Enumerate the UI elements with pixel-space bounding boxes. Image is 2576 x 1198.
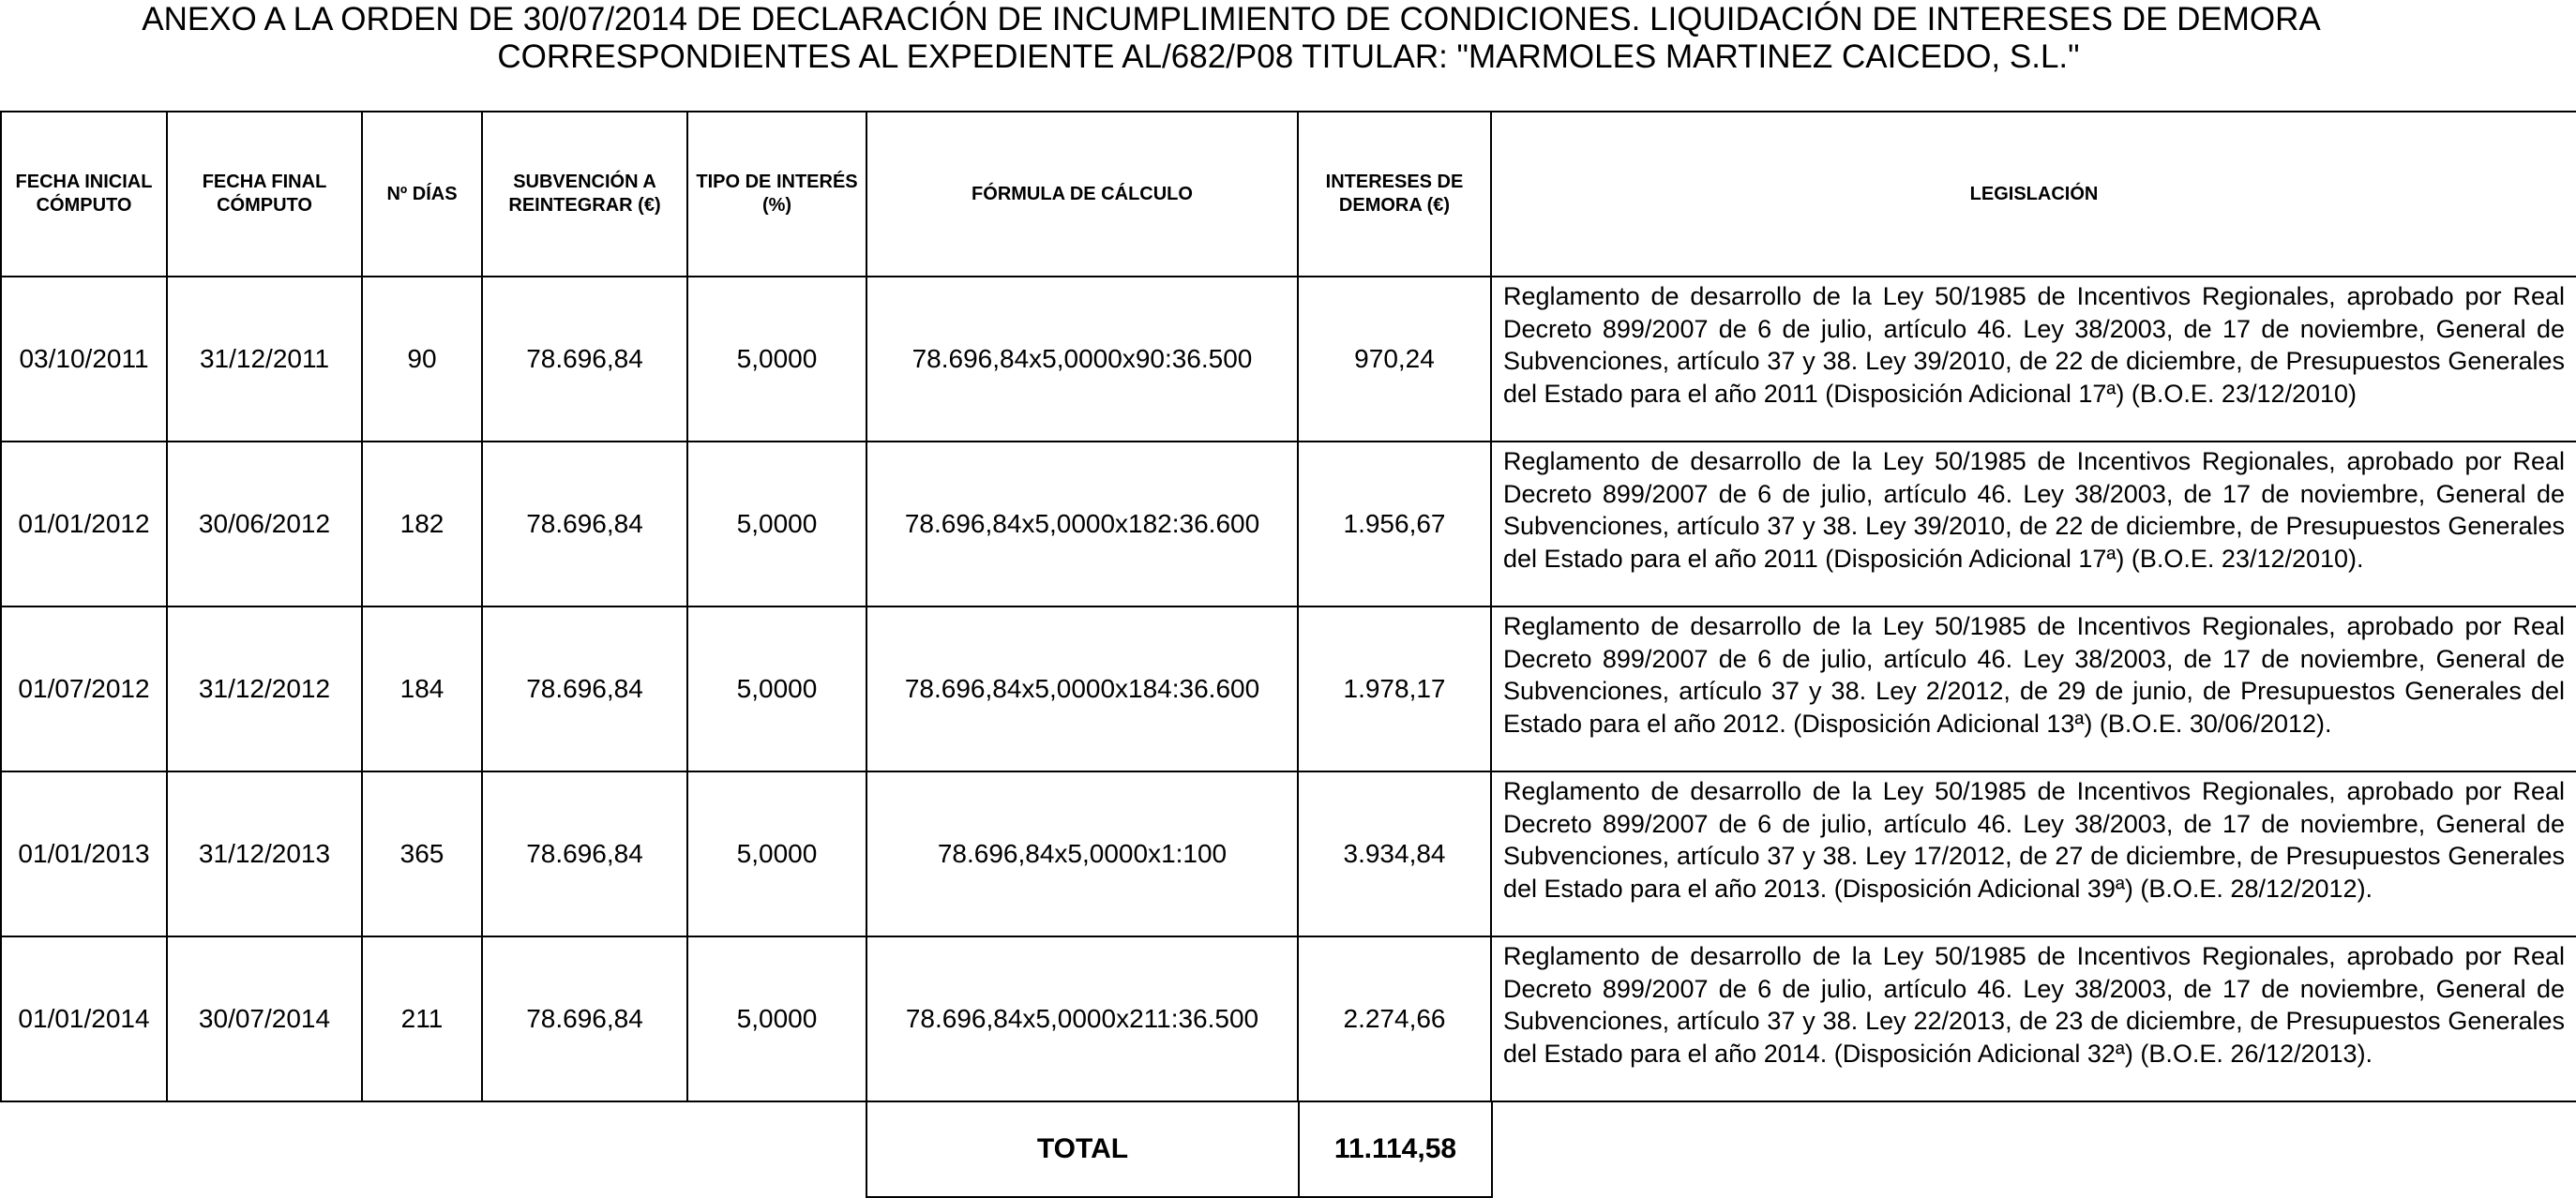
total-label: TOTAL	[866, 1102, 1299, 1197]
cell-tipo-interes: 5,0000	[687, 771, 866, 936]
cell-legislacion: Reglamento de desarrollo de la Ley 50/1985 de Incentivos Regionales, aprobado por Real Decreto 899/2007 de 6 de julio, artículo 46. Ley 38/2003, de 17 de noviembre, General de Subvenciones, artículo 37 y 38. Ley 2/2012, de 29 de junio, de Presupuestos Generales del Estado para el año 2012. (Disposición Adicional 13ª) (B.O.E. 30/06/2012).	[1491, 606, 2576, 771]
cell-dias: 90	[362, 277, 482, 442]
cell-formula: 78.696,84x5,0000x1:100	[866, 771, 1298, 936]
total-table	[866, 1102, 1493, 1198]
cell-intereses: 2.274,66	[1298, 936, 1491, 1101]
cell-formula: 78.696,84x5,0000x90:36.500	[866, 277, 1298, 442]
cell-fecha-final: 31/12/2012	[167, 606, 362, 771]
cell-dias: 365	[362, 771, 482, 936]
title-line-2: CORRESPONDIENTES AL EXPEDIENTE AL/682/P08 TITULAR: "MARMOLES MARTINEZ CAICEDO, S.L."	[497, 38, 2080, 75]
cell-fecha-final: 31/12/2013	[167, 771, 362, 936]
cell-fecha-inicial: 01/01/2014	[1, 936, 167, 1101]
total-row	[866, 1102, 1492, 1197]
cell-subvencion: 78.696,84	[482, 442, 687, 606]
header-dias: Nº DÍAS	[362, 112, 482, 277]
cell-legislacion: Reglamento de desarrollo de la Ley 50/1985 de Incentivos Regionales, aprobado por Real Decreto 899/2007 de 6 de julio, artículo 46. Ley 38/2003, de 17 de noviembre, General de Subvenciones, artículo 37 y 38. Ley 39/2010, de 22 de diciembre, de Presupuestos Generales del Estado para el año 2011 (Disposición Adicional 17ª) (B.O.E. 23/12/2010)	[1491, 277, 2576, 442]
header-fecha-inicial: FECHA INICIAL CÓMPUTO	[1, 112, 167, 277]
table-header-row	[1, 112, 2576, 277]
header-intereses: INTERESES DE DEMORA (€)	[1298, 112, 1491, 277]
cell-tipo-interes: 5,0000	[687, 277, 866, 442]
cell-fecha-inicial: 01/01/2012	[1, 442, 167, 606]
header-formula: FÓRMULA DE CÁLCULO	[866, 112, 1298, 277]
cell-intereses: 1.956,67	[1298, 442, 1491, 606]
table-row	[1, 606, 2576, 771]
cell-tipo-interes: 5,0000	[687, 442, 866, 606]
header-subvencion: SUBVENCIÓN A REINTEGRAR (€)	[482, 112, 687, 277]
table-row	[1, 936, 2576, 1101]
cell-dias: 184	[362, 606, 482, 771]
table-row	[1, 442, 2576, 606]
header-fecha-final: FECHA FINAL CÓMPUTO	[167, 112, 362, 277]
cell-intereses: 970,24	[1298, 277, 1491, 442]
cell-dias: 211	[362, 936, 482, 1101]
header-legislacion: LEGISLACIÓN	[1491, 112, 2576, 277]
cell-subvencion: 78.696,84	[482, 771, 687, 936]
table-row	[1, 277, 2576, 442]
cell-legislacion: Reglamento de desarrollo de la Ley 50/1985 de Incentivos Regionales, aprobado por Real Decreto 899/2007 de 6 de julio, artículo 46. Ley 38/2003, de 17 de noviembre, General de Subvenciones, artículo 37 y 38. Ley 22/2013, de 23 de diciembre, de Presupuestos Generales del Estado para el año 2014. (Disposición Adicional 32ª) (B.O.E. 26/12/2013).	[1491, 936, 2576, 1101]
cell-subvencion: 78.696,84	[482, 277, 687, 442]
total-value: 11.114,58	[1299, 1102, 1492, 1197]
header-tipo-interes: TIPO DE INTERÉS (%)	[687, 112, 866, 277]
cell-fecha-final: 30/06/2012	[167, 442, 362, 606]
title-line-1: ANEXO A LA ORDEN DE 30/07/2014 DE DECLARACIÓN DE INCUMPLIMIENTO DE CONDICIONES. LIQUIDACIÓN DE INTERESES DE DEMORA	[142, 1, 2321, 37]
cell-formula: 78.696,84x5,0000x211:36.500	[866, 936, 1298, 1101]
cell-subvencion: 78.696,84	[482, 936, 687, 1101]
table-row	[1, 771, 2576, 936]
cell-tipo-interes: 5,0000	[687, 606, 866, 771]
cell-dias: 182	[362, 442, 482, 606]
interest-table	[0, 111, 2576, 1102]
cell-intereses: 1.978,17	[1298, 606, 1491, 771]
cell-legislacion: Reglamento de desarrollo de la Ley 50/1985 de Incentivos Regionales, aprobado por Real Decreto 899/2007 de 6 de julio, artículo 46. Ley 38/2003, de 17 de noviembre, General de Subvenciones, artículo 37 y 38. Ley 39/2010, de 22 de diciembre, de Presupuestos Generales del Estado para el año 2011 (Disposición Adicional 17ª) (B.O.E. 23/12/2010).	[1491, 442, 2576, 606]
cell-intereses: 3.934,84	[1298, 771, 1491, 936]
cell-fecha-inicial: 01/01/2013	[1, 771, 167, 936]
cell-subvencion: 78.696,84	[482, 606, 687, 771]
cell-fecha-inicial: 03/10/2011	[1, 277, 167, 442]
cell-formula: 78.696,84x5,0000x182:36.600	[866, 442, 1298, 606]
cell-tipo-interes: 5,0000	[687, 936, 866, 1101]
cell-formula: 78.696,84x5,0000x184:36.600	[866, 606, 1298, 771]
cell-fecha-inicial: 01/07/2012	[1, 606, 167, 771]
cell-fecha-final: 31/12/2011	[167, 277, 362, 442]
cell-fecha-final: 30/07/2014	[167, 936, 362, 1101]
cell-legislacion: Reglamento de desarrollo de la Ley 50/1985 de Incentivos Regionales, aprobado por Real Decreto 899/2007 de 6 de julio, artículo 46. Ley 38/2003, de 17 de noviembre, General de Subvenciones, artículo 37 y 38. Ley 17/2012, de 27 de diciembre, de Presupuestos Generales del Estado para el año 2013. (Disposición Adicional 39ª) (B.O.E. 28/12/2012).	[1491, 771, 2576, 936]
